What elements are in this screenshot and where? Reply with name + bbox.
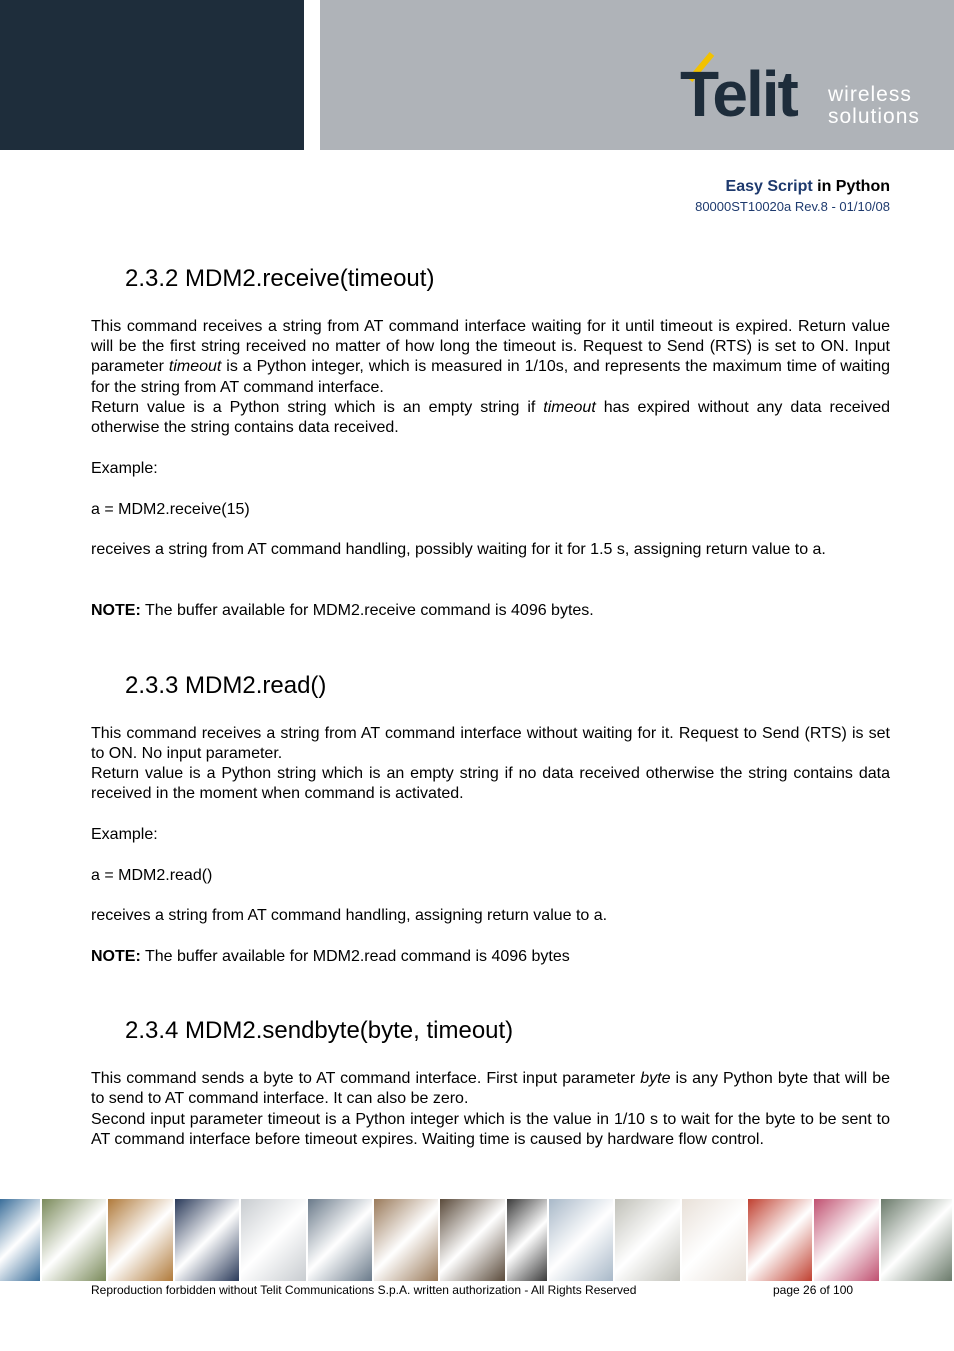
section-heading-sendbyte: 2.3.4 MDM2.sendbyte(byte, timeout) [125,1017,514,1044]
sendbyte-p1-text-b: is any Python byte that will be to send to AT command interface. It can also be zero. [91,1070,890,1108]
footer-image-strip [0,1199,954,1281]
strip-photo-tile [42,1199,106,1281]
section-heading-receive: 2.3.2 MDM2.receive(timeout) [125,265,435,292]
read-note-label: NOTE: [91,948,141,965]
document-title-part2: in Python [812,178,890,195]
receive-p2-param: timeout [543,399,596,416]
receive-paragraph-1 [91,317,890,398]
strip-photo-tile [682,1199,746,1281]
logo-wordmark: Telit [680,58,797,130]
strip-photo-tile [549,1199,613,1281]
telit-logo [676,50,936,135]
read-note [91,947,890,967]
strip-photo-tile [748,1199,812,1281]
read-explanation: receives a string from AT command handling, assigning return value to a. [91,907,608,924]
sendbyte-p1-text-a: This command sends a byte to AT command interface. First input parameter [91,1070,641,1087]
read-paragraph-1: This command receives a string from AT command interface without waiting for it. Request to Send (RTS) is set to ON. No input parameter. [91,725,890,763]
strip-photo-tile [814,1199,878,1281]
strip-photo-tile [507,1199,547,1281]
strip-photo-tile [615,1199,679,1281]
receive-p1-text-a: This command receives a string from AT command interface waiting for it until timeout is expired. Return value will be the first string received no matter of how long the timeout is. Request to Send (RTS) is set to ON. Input parameter [91,318,890,376]
document-title-part1: Easy Script [725,178,813,195]
receive-paragraph-2 [91,398,890,438]
document-title [726,178,890,196]
footer-page-number: page 26 of 100 [773,1283,854,1297]
read-paragraph-2: Return value is a Python string which is an empty string if no data received otherwise the string contains data received in the moment when command is activated. [91,765,890,803]
sendbyte-paragraph-1 [91,1069,890,1109]
read-example-label: Example: [91,826,158,843]
receive-note-label: NOTE: [91,602,141,619]
receive-p2-text-b: has expired without any data received otherwise the string contains data received. [91,399,890,437]
receive-note-text: The buffer available for MDM2.receive command is 4096 bytes. [140,602,594,619]
receive-p1-text-b: is a Python integer, which is measured in 1/10s, and represents the maximum time of waiting for the string from AT command interface. [91,358,891,396]
strip-photo-tile [241,1199,305,1281]
read-note-text: The buffer available for MDM2.read command is 4096 bytes [140,948,570,965]
strip-photo-tile [881,1199,952,1281]
strip-photo-tile [175,1199,239,1281]
strip-photo-tile [108,1199,172,1281]
section-heading-read: 2.3.3 MDM2.read() [125,672,327,699]
document-id: 80000ST10020a Rev.8 - 01/10/08 [695,199,890,214]
footer-copyright: Reproduction forbidden without Telit Communications S.p.A. written authorization - All Rights Reserved [91,1283,637,1297]
receive-code: a = MDM2.receive(15) [91,501,250,518]
strip-photo-tile [374,1199,438,1281]
sendbyte-paragraph-2: Second input parameter timeout is a Python integer which is the value in 1/10 s to wait for the byte to be sent to AT command interface before timeout expires. Waiting time is caused by hardware flow control. [91,1111,890,1149]
strip-photo-tile [308,1199,372,1281]
sendbyte-p1-param: byte [640,1070,671,1087]
receive-example-label: Example: [91,460,158,477]
receive-p2-text-a: Return value is a Python string which is an empty string if [91,399,544,416]
receive-note [91,601,890,621]
strip-photo-tile [0,1199,40,1281]
logo-tagline-2: solutions [828,105,920,128]
read-code: a = MDM2.read() [91,867,213,884]
strip-photo-tile [440,1199,504,1281]
header-dark-panel [0,0,304,150]
receive-p1-param: timeout [168,358,222,376]
receive-explanation: receives a string from AT command handling, possibly waiting for it for 1.5 s, assigning return value to a. [91,541,826,558]
logo-tagline-1: wireless [828,83,912,106]
